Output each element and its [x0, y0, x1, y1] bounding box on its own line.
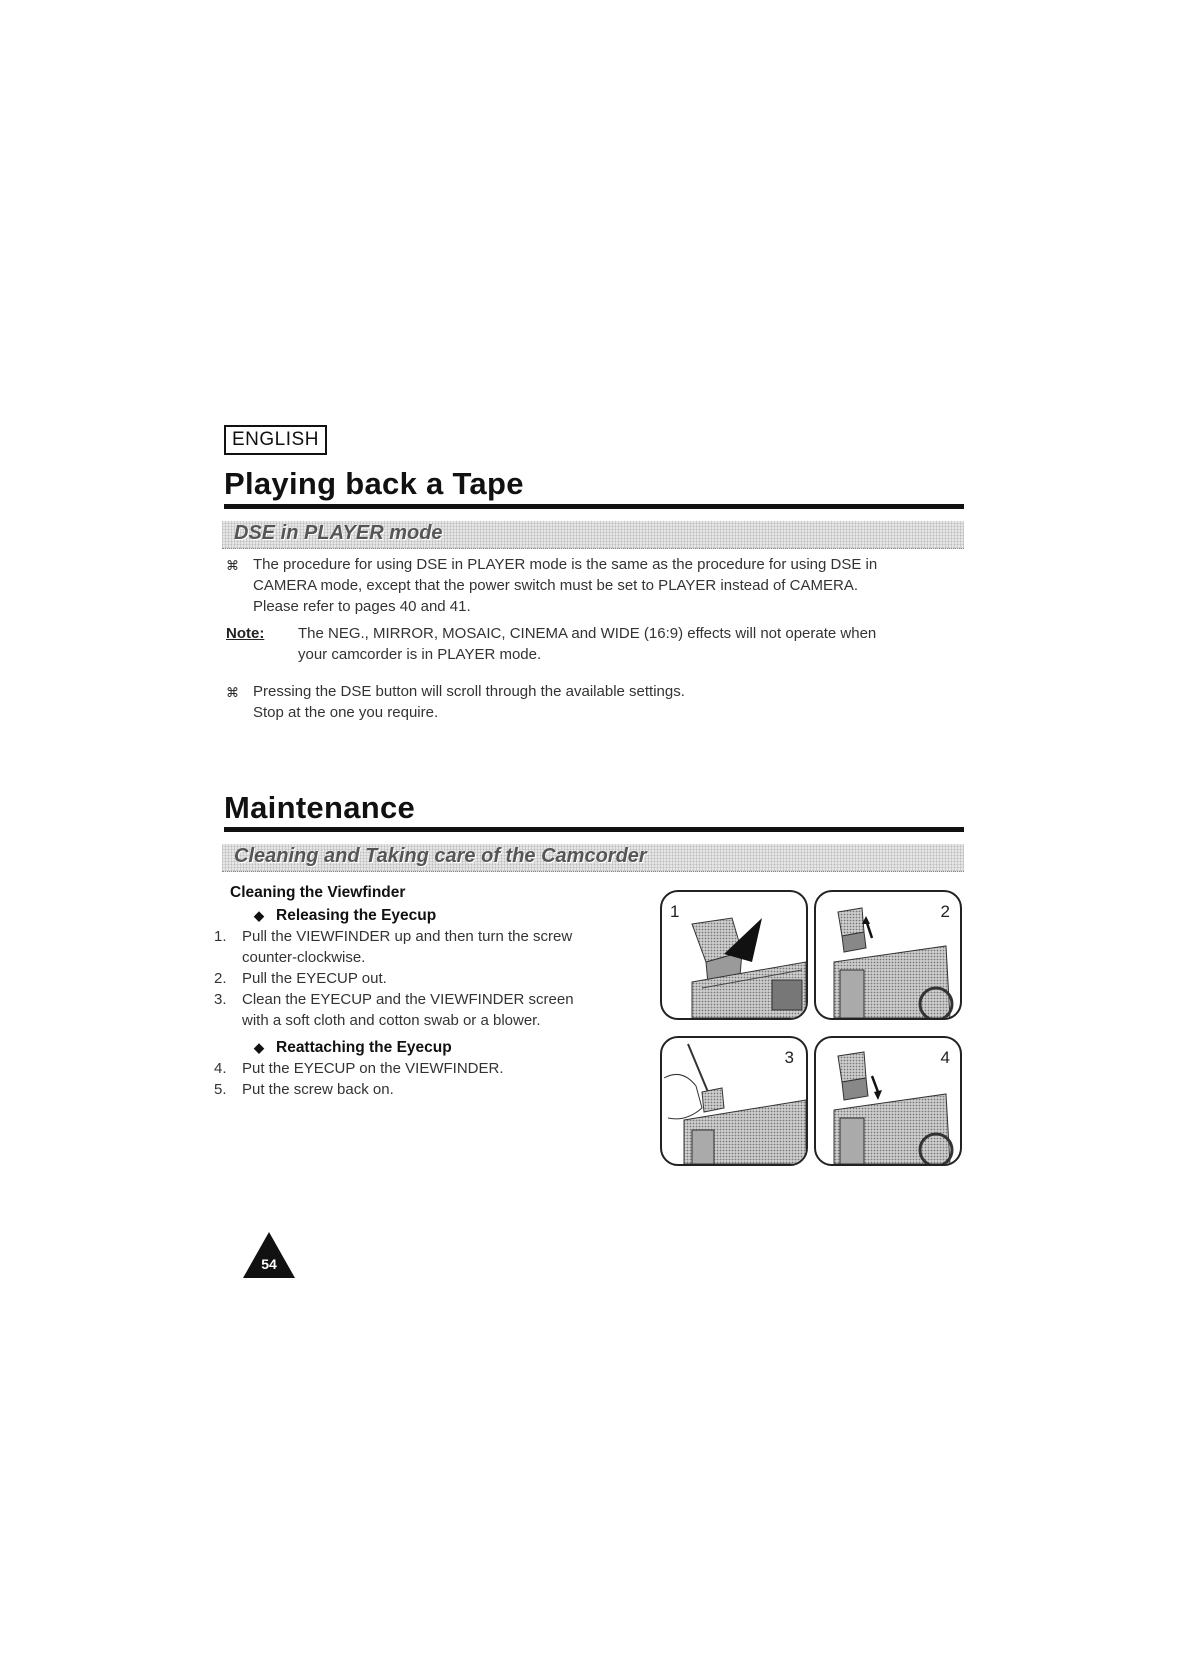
- step-item: [214, 968, 630, 989]
- figure-number: 2: [940, 902, 950, 921]
- step-text: with a soft cloth and cotton swab or a blower.: [242, 1012, 541, 1029]
- page-number-marker: [243, 1232, 295, 1283]
- diamond-bullet: ◆: [254, 908, 264, 923]
- step-text: Clean the EYECUP and the VIEWFINDER screen: [242, 991, 574, 1008]
- text-line: Stop at the one you require.: [253, 704, 439, 721]
- step-item: [214, 1079, 630, 1100]
- step-text: Pull the VIEWFINDER up and then turn the screw: [242, 928, 573, 945]
- note-label: Note:: [226, 625, 265, 642]
- text-line: your camcorder is in PLAYER mode.: [298, 646, 542, 663]
- cleaning-instructions: [214, 884, 630, 1100]
- cleaning-heading: Cleaning the Viewfinder: [230, 884, 406, 901]
- title-rule: [224, 827, 964, 832]
- camcorder-viewfinder-illustration: [662, 892, 806, 1018]
- sub-heading-reattaching: [230, 1039, 630, 1057]
- subhead-cleaning: Cleaning and Taking care of the Camcorder: [234, 845, 647, 867]
- diamond-bullet: ◆: [254, 1040, 264, 1055]
- step-number: 4.: [214, 1060, 227, 1077]
- step-text: counter-clockwise.: [242, 949, 366, 966]
- step-item: [214, 926, 630, 968]
- text-line: CAMERA mode, except that the power switch must be set to PLAYER instead of CAMERA.: [253, 577, 858, 594]
- step-text: Pull the EYECUP out.: [242, 970, 387, 987]
- step-number: 3.: [214, 991, 227, 1008]
- bullet-symbol: ⌘: [226, 685, 239, 700]
- figure-number: 1: [670, 902, 680, 921]
- step-item: [214, 989, 630, 1031]
- steps-reattaching: [214, 1058, 630, 1100]
- figure-number: 4: [940, 1048, 950, 1067]
- subhead-bar-cleaning: [222, 844, 964, 872]
- steps-releasing: [214, 926, 630, 1031]
- sub-heading-releasing: [230, 907, 630, 925]
- text-line: Please refer to pages 40 and 41.: [253, 598, 471, 615]
- sub-heading-text: Releasing the Eyecup: [276, 907, 437, 924]
- note-block: [226, 623, 966, 663]
- subhead-dse: DSE in PLAYER mode: [234, 522, 443, 544]
- step-number: 1.: [214, 928, 227, 945]
- text-line: Pressing the DSE button will scroll through the available settings.: [253, 683, 685, 700]
- section-title-playback: Playing back a Tape: [224, 466, 524, 501]
- sub-heading-text: Reattaching the Eyecup: [276, 1039, 452, 1056]
- subhead-bar-dse: [222, 521, 964, 549]
- step-text: Put the screw back on.: [242, 1081, 394, 1098]
- dse-button-paragraph: [226, 681, 966, 723]
- text-line: The NEG., MIRROR, MOSAIC, CINEMA and WIDE (16:9) effects will not operate when: [298, 625, 877, 642]
- eyecup-removal-illustration: [816, 892, 960, 1018]
- step-number: 2.: [214, 970, 227, 987]
- figure-number: 3: [784, 1048, 794, 1067]
- dse-paragraph: [226, 554, 966, 617]
- text-line: The procedure for using DSE in PLAYER mode is the same as the procedure for using DSE in: [253, 556, 878, 573]
- figure-1: [660, 890, 808, 1020]
- step-text: Put the EYECUP on the VIEWFINDER.: [242, 1060, 504, 1077]
- title-rule: [224, 504, 964, 509]
- eyecup-reattach-illustration: [816, 1038, 960, 1164]
- step-number: 5.: [214, 1081, 227, 1098]
- step-item: [214, 1058, 630, 1079]
- page-number: 54: [261, 1256, 277, 1272]
- figure-3: [660, 1036, 808, 1166]
- figure-4: [814, 1036, 962, 1166]
- figure-2: [814, 890, 962, 1020]
- bullet-symbol: ⌘: [226, 558, 239, 573]
- section-title-maintenance: Maintenance: [224, 790, 416, 825]
- language-badge: ENGLISH: [224, 425, 327, 455]
